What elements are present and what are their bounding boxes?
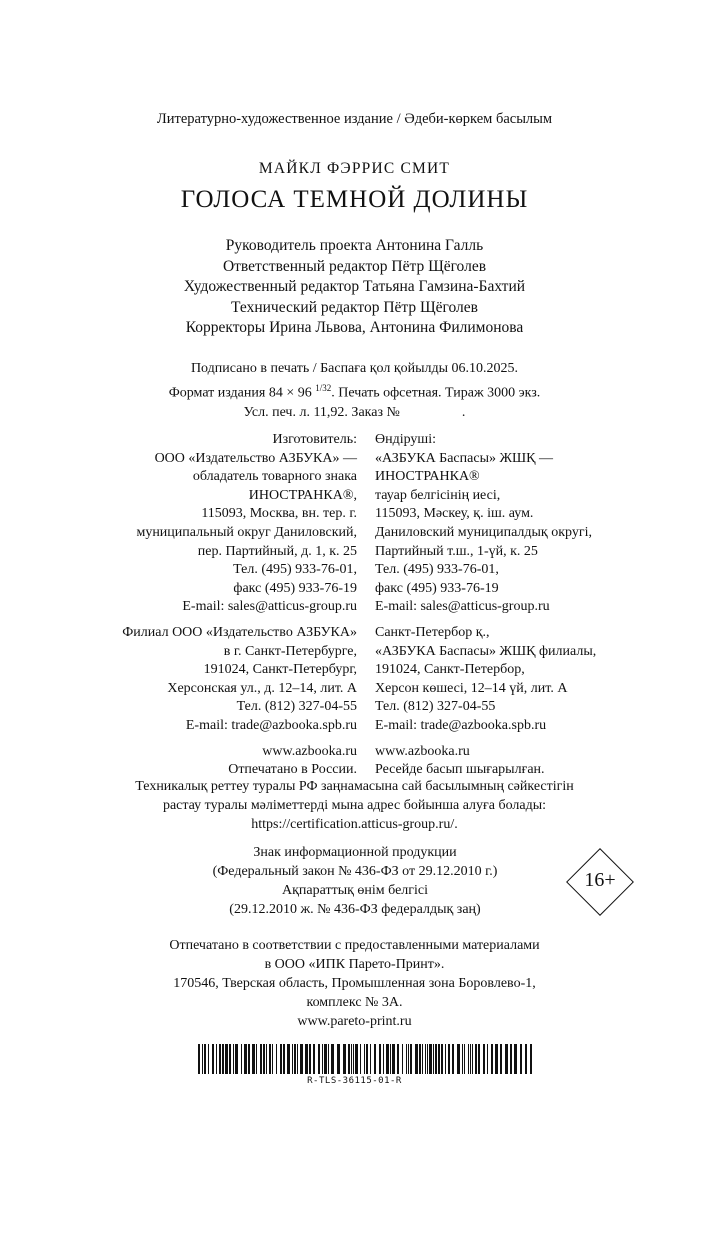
barcode-bar (364, 1044, 365, 1074)
barcode-bar (475, 1044, 477, 1074)
barcode-code: R-TLS-36115-01-R (307, 1076, 402, 1086)
manufacturer-line: обладатель товарного знака (192, 469, 357, 485)
manufacturer-email: E-mail: sales@atticus-group.ru (182, 599, 357, 615)
manufacturer-line: Даниловский муниципалдық округі, (375, 524, 592, 540)
branch-line: «АЗБУКА Баспасы» ЖШҚ филиалы, (375, 643, 597, 659)
sheets-end: . (461, 404, 466, 420)
barcode-bar (425, 1044, 426, 1074)
barcode-bar (370, 1044, 371, 1074)
barcode-bar (530, 1044, 532, 1074)
barcode-bar (525, 1044, 527, 1074)
barcode-bar (478, 1044, 480, 1074)
certification-line: растау туралы мәліметтерді мына адрес бойынша алуға болады: (162, 798, 547, 813)
barcode-bar (483, 1044, 485, 1074)
barcode-bar (222, 1044, 224, 1074)
edition-type: Литературно-художественное издание / Әдеби-көркем басылым (156, 111, 553, 127)
printer-line: комплекс № 3А. (306, 995, 403, 1010)
format-text: Формат издания 84 × 96 (168, 385, 312, 401)
barcode-bar (272, 1044, 273, 1074)
manufacturer-line: 115093, Мәскеу, қ. іш. аум. (375, 506, 534, 522)
barcode-bar (208, 1044, 209, 1074)
barcode-bar (360, 1044, 361, 1074)
format-line (0, 379, 709, 403)
manufacturer-line: «АЗБУКА Баспасы» ЖШҚ — (375, 450, 553, 466)
manufacturer-line: пер. Партийный, д. 1, к. 25 (197, 543, 357, 559)
barcode-bar (448, 1044, 450, 1074)
barcode-bar (216, 1044, 217, 1074)
barcode-bar (225, 1044, 228, 1074)
info-sign-line: Ақпараттық өнім белгісі (281, 883, 429, 898)
manufacturer-line: Партийный т.ш., 1-үй, к. 25 (375, 543, 538, 559)
credit-line: Ответственный редактор Пётр Щёголев (222, 257, 487, 275)
sheets-line (0, 403, 709, 423)
barcode-bar (392, 1044, 395, 1074)
manufacturer-line: факс (495) 933-76-19 (375, 580, 499, 596)
branch-email: E-mail: trade@azbooka.spb.ru (185, 717, 357, 733)
barcode-bar (386, 1044, 389, 1074)
barcode-bar (452, 1044, 454, 1074)
barcode-bar (297, 1044, 298, 1074)
barcode-bar (313, 1044, 315, 1074)
barcode-bar (408, 1044, 409, 1074)
barcode-bar (331, 1044, 334, 1074)
barcode-bar (472, 1044, 473, 1074)
certification-block (0, 777, 709, 834)
certification-line: Техникалық реттеу туралы РФ заңнамасына сай басылымның сәйкестігін (135, 779, 574, 794)
barcode-bar (462, 1044, 463, 1074)
barcode-bar (470, 1044, 471, 1074)
printer-line: Отпечатано в соответствии с предоставленными материалами (169, 938, 540, 953)
barcode-bar (379, 1044, 381, 1074)
barcode-bar (305, 1044, 308, 1074)
barcode-bar (233, 1044, 234, 1074)
manufacturer-line: ООО «Издательство АЗБУКА» — (154, 450, 357, 466)
age-rating-text: 16+ (584, 869, 616, 891)
printed-in: Ресейде басып шығарылған. (375, 762, 545, 778)
info-sign-block (150, 843, 560, 919)
barcode-bar (202, 1044, 203, 1074)
barcode-bar (406, 1044, 407, 1074)
manufacturer-line: Тел. (495) 933-76-01, (375, 562, 499, 578)
barcode-bar (445, 1044, 446, 1074)
barcode-bar (256, 1044, 257, 1074)
barcode-bar (337, 1044, 340, 1074)
sheets-text: Усл. печ. л. 11,92. Заказ № (243, 404, 400, 420)
barcode-bar (495, 1044, 498, 1074)
manufacturer-line: Изготовитель: (272, 432, 357, 447)
manufacturer-line: факс (495) 933-76-19 (233, 580, 357, 596)
barcode-bar (464, 1044, 465, 1074)
manufacturer-line: ИНОСТРАНКА® (375, 469, 480, 485)
branch-line: Санкт-Петербор қ., (375, 624, 490, 640)
author-name: МАЙКЛ ФЭРРИС СМИТ (258, 160, 451, 177)
barcode-bar (422, 1044, 423, 1074)
barcode-bar (468, 1044, 469, 1074)
barcode-bar (520, 1044, 522, 1074)
barcode-bar (309, 1044, 311, 1074)
barcode-bar (322, 1044, 323, 1074)
barcode-bar (487, 1044, 488, 1074)
barcode-bar (419, 1044, 421, 1074)
barcode-bar (343, 1044, 346, 1074)
manufacturer-line: муниципальный округ Даниловский, (136, 524, 357, 540)
info-sign-line: Знак информационной продукции (253, 845, 457, 860)
barcode-bar (287, 1044, 290, 1074)
barcode-bar (438, 1044, 440, 1074)
website: www.azbooka.ru (262, 743, 357, 759)
barcode-bar (260, 1044, 262, 1074)
barcode-bar (351, 1044, 352, 1074)
printer-website: www.pareto-print.ru (297, 1014, 412, 1029)
barcode-bar (505, 1044, 508, 1074)
barcode-bar (269, 1044, 271, 1074)
barcode-bar (514, 1044, 517, 1074)
barcode-bar (435, 1044, 437, 1074)
barcode-bar (348, 1044, 350, 1074)
manufacturer-line: 115093, Москва, вн. тер. г. (201, 506, 357, 522)
manufacturer-line: Өндіруші: (375, 432, 436, 447)
manufacturer-line: тауар белгісінің иесі, (375, 487, 501, 503)
barcode-bar (390, 1044, 391, 1074)
barcode-bar (248, 1044, 250, 1074)
signed-line: Подписано в печать / Баспаға қол қойылды 06.10.2025. (190, 361, 519, 376)
barcode-bar (280, 1044, 282, 1074)
printer-line: в ООО «ИПК Парето-Принт». (264, 957, 445, 972)
website: www.azbooka.ru (375, 743, 470, 759)
info-sign-line: (Федеральный закон № 436-ФЗ от 29.12.2010 г.) (212, 864, 498, 879)
branch-line: в г. Санкт-Петербурге, (223, 643, 357, 659)
barcode-bar (441, 1044, 443, 1074)
format-text-rest: . Печать офсетная. Тираж 3000 экз. (331, 385, 541, 401)
info-sign-line: (29.12.2010 ж. № 436-ФЗ федералдық заң) (229, 902, 481, 917)
credit-line: Руководитель проекта Антонина Галль (225, 237, 484, 254)
barcode-bar (198, 1044, 200, 1074)
printed-in: Отпечатано в России. (228, 762, 357, 778)
manufacturer-email: E-mail: sales@atticus-group.ru (375, 599, 550, 615)
barcode-bar (244, 1044, 247, 1074)
barcode-bar (427, 1044, 428, 1074)
branch-line: 191024, Санкт-Петербург, (203, 662, 357, 678)
credits-block (0, 236, 709, 339)
russian-column (122, 431, 357, 780)
barcode-bar (241, 1044, 242, 1074)
barcode-bar (294, 1044, 296, 1074)
format-fraction: 1/32 (315, 382, 332, 393)
barcode-bar (429, 1044, 432, 1074)
print-info-block (0, 359, 709, 422)
barcode-bar (283, 1044, 285, 1074)
barcode-bar (415, 1044, 418, 1074)
barcode-bar (374, 1044, 376, 1074)
book-title: ГОЛОСА ТЕМНОЙ ДОЛИНЫ (180, 186, 529, 213)
branch-line: 191024, Санкт-Петербор, (375, 662, 525, 678)
branch-line: Херсон көшесі, 12–14 үй, лит. А (375, 680, 568, 696)
barcode-bar (235, 1044, 238, 1074)
kazakh-column (375, 431, 596, 780)
barcode-bar (457, 1044, 460, 1074)
branch-line: Филиал ООО «Издательство АЗБУКА» (122, 624, 357, 640)
branch-line: Тел. (812) 327-04-55 (236, 699, 357, 715)
barcode-bar (300, 1044, 303, 1074)
barcode-bar (328, 1044, 329, 1074)
barcode-bar (433, 1044, 434, 1074)
printer-block (0, 936, 709, 1031)
branch-line: Херсонская ул., д. 12–14, лит. А (167, 680, 357, 696)
barcode-bar (212, 1044, 214, 1074)
manufacturer-line: ИНОСТРАНКА®, (248, 487, 357, 503)
barcode-bar (204, 1044, 206, 1074)
barcode-bar (366, 1044, 368, 1074)
manufacturer-line: Тел. (495) 933-76-01, (233, 562, 357, 578)
barcode-bar (229, 1044, 231, 1074)
credit-line: Художественный редактор Татьяна Гамзина-Бахтий (183, 278, 526, 295)
barcode-bar (397, 1044, 399, 1074)
credit-line: Корректоры Ирина Львова, Антонина Филимонова (185, 319, 524, 336)
barcode-bar (510, 1044, 512, 1074)
barcode-bar (292, 1044, 293, 1074)
barcode-bar (263, 1044, 265, 1074)
barcode-bar (355, 1044, 358, 1074)
printer-line: 170546, Тверская область, Промышленная зона Боровлево-1, (173, 976, 536, 991)
barcode-bar (324, 1044, 327, 1074)
barcode-bar (252, 1044, 255, 1074)
barcode-bar (266, 1044, 267, 1074)
barcode-bar (500, 1044, 502, 1074)
barcode-bar (318, 1044, 320, 1074)
barcode-bar (353, 1044, 354, 1074)
branch-email: E-mail: trade@azbooka.spb.ru (375, 717, 547, 733)
age-rating-badge (566, 848, 634, 916)
branch-line: Тел. (812) 327-04-55 (375, 699, 496, 715)
barcode-bar (491, 1044, 493, 1074)
barcode-icon (198, 1044, 532, 1074)
barcode-bar (410, 1044, 412, 1074)
barcode-bar (383, 1044, 384, 1074)
barcode-bar (276, 1044, 277, 1074)
certification-link: https://certification.atticus-group.ru/. (251, 817, 458, 832)
barcode-bar (219, 1044, 221, 1074)
barcode-bar (402, 1044, 403, 1074)
credit-line: Технический редактор Пётр Щёголев (231, 298, 478, 316)
